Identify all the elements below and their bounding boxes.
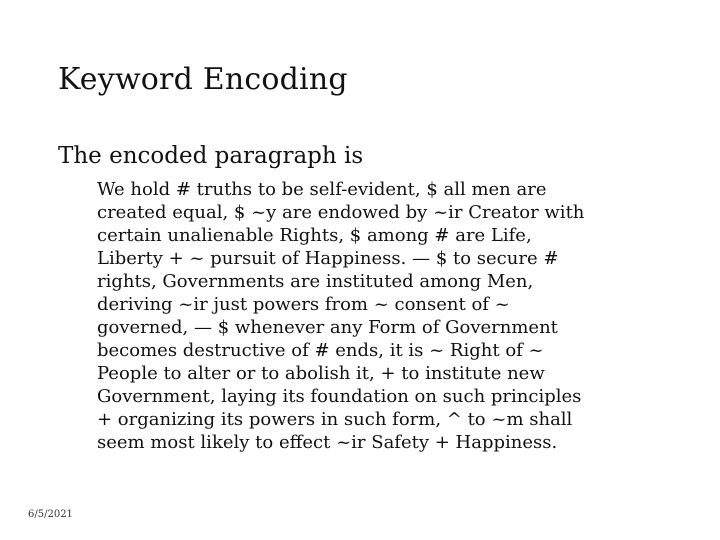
paragraph-line: rights, Governments are instituted among Men, bbox=[97, 271, 534, 292]
paragraph-line: People to alter or to abolish it, + to institute new bbox=[97, 363, 545, 384]
paragraph-line: governed, — $ whenever any Form of Government bbox=[97, 317, 558, 338]
encoded-paragraph bbox=[97, 178, 697, 454]
paragraph-line: Government, laying its foundation on such principles bbox=[97, 386, 582, 407]
paragraph-line: + organizing its powers in such form, ^ to ~m shall bbox=[97, 409, 573, 430]
intro-text: The encoded paragraph is bbox=[58, 143, 364, 169]
paragraph-line: We hold # truths to be self-evident, $ all men are bbox=[97, 179, 547, 200]
paragraph-line: becomes destructive of # ends, it is ~ Right of ~ bbox=[97, 340, 544, 361]
footer-date: 6/5/2021 bbox=[28, 509, 73, 520]
paragraph-line: created equal, $ ~y are endowed by ~ir Creator with bbox=[97, 202, 585, 223]
paragraph-line: deriving ~ir just powers from ~ consent of ~ bbox=[97, 294, 510, 315]
paragraph-line: seem most likely to effect ~ir Safety + Happiness. bbox=[97, 432, 558, 453]
slide-title: Keyword Encoding bbox=[58, 62, 348, 97]
paragraph-line: certain unalienable Rights, $ among # are Life, bbox=[97, 225, 532, 246]
paragraph-line: Liberty + ~ pursuit of Happiness. — $ to secure # bbox=[97, 248, 559, 269]
